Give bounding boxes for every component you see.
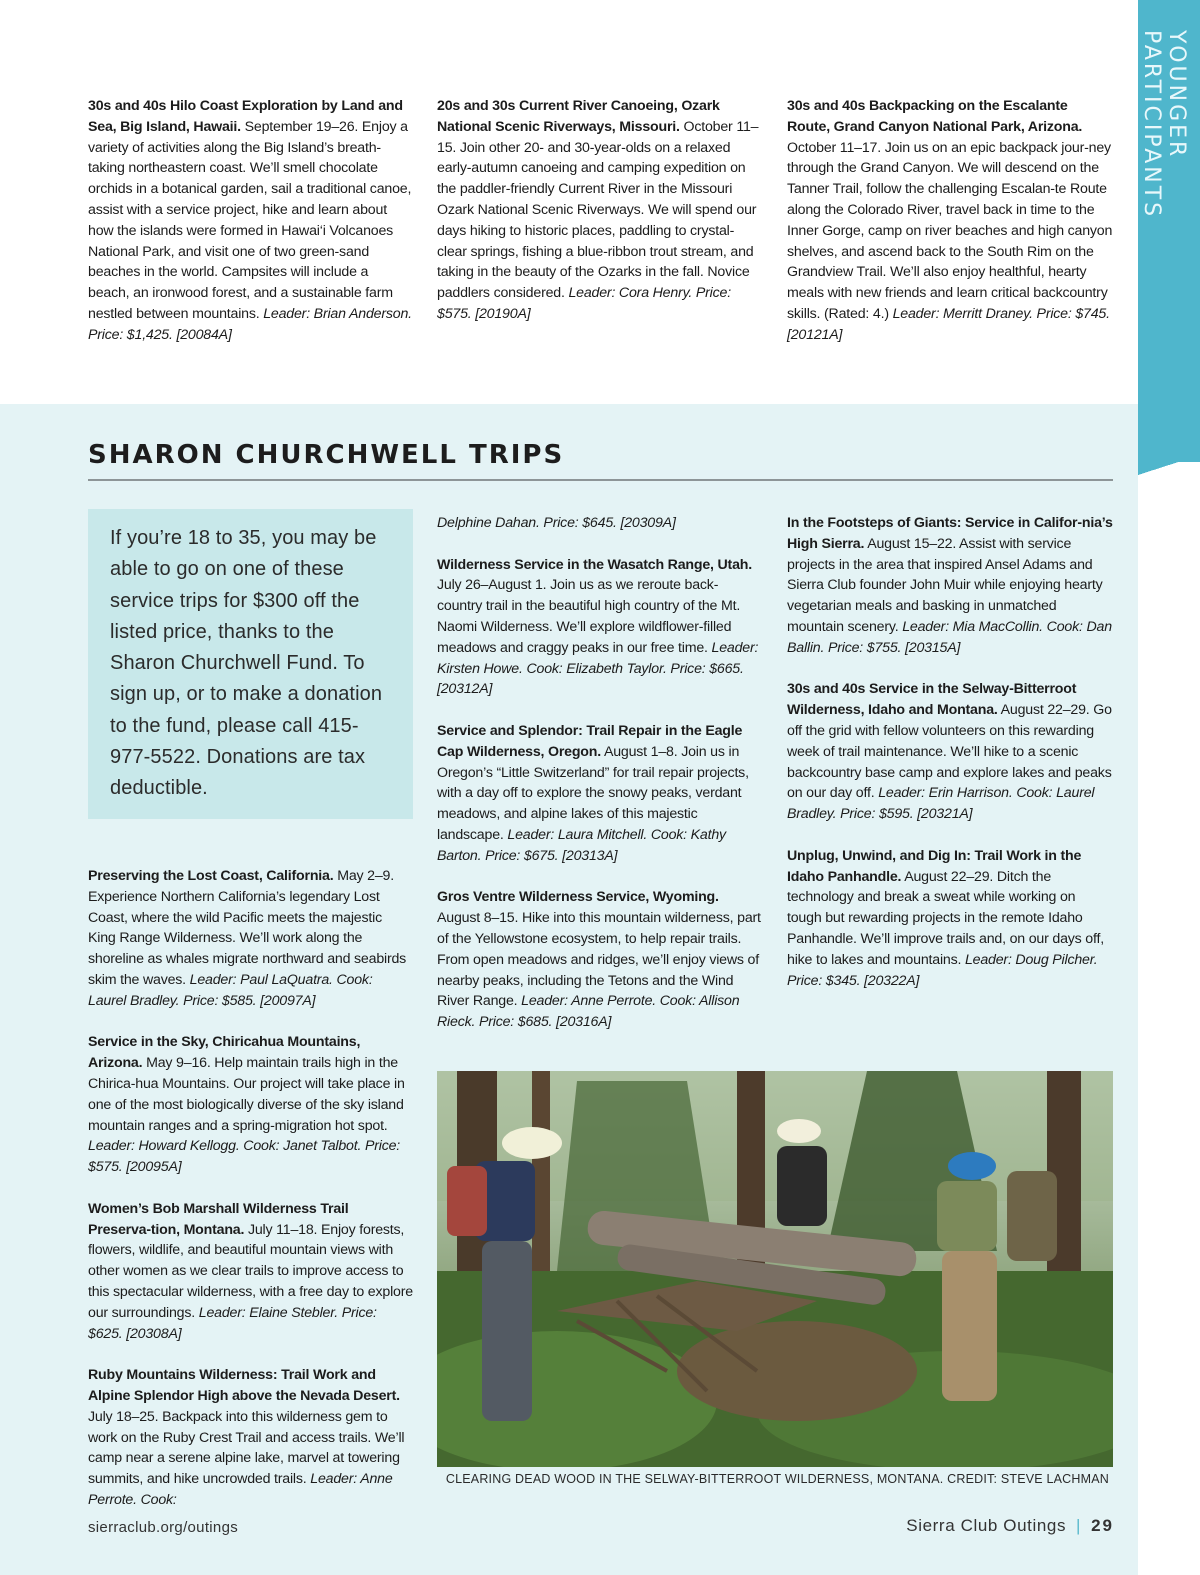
- trip-entry: [88, 1365, 413, 1511]
- trip-credits: Leader: Paul LaQuatra. Cook: Laurel Bradley. Price: $585. [20097A]: [88, 971, 373, 1009]
- trip-credits: Leader: Cora Henry. Price: $575. [20190A]: [437, 285, 731, 322]
- trip-title: In the Footsteps of Giants: Service in Califor-nia’s High Sierra.: [787, 515, 1113, 552]
- side-tab-label: YOUNGER PARTICIPANTS: [1139, 30, 1189, 220]
- publication-name: Sierra Club Outings: [906, 1516, 1067, 1535]
- trip-title: Gros Ventre Wilderness Service, Wyoming.: [437, 889, 719, 906]
- callout-text: If you’re 18 to 35, you may be able to go on one of these service trips for $300 off the listed price, thanks to the Sharon Churchwell Fund. To sign up, or to make a donation to the fund, please call 415-977-5522. Donations are tax deductible.: [110, 527, 383, 800]
- photo-illustration: [437, 1071, 1113, 1467]
- page-number: 29: [1091, 1516, 1114, 1535]
- side-tab-notch: [1138, 455, 1200, 475]
- callout-box: [88, 509, 413, 819]
- trip-description: May 2–9. Experience Northern California’s legendary Lost Coast, where the wild Pacific meets the majestic King Range Wilderness. We’ll work along the shoreline as whales migrate northward and seabirds skim the waves.: [88, 868, 407, 988]
- trip-credits: Leader: Erin Harrison. Cook: Laurel Bradley. Price: $595. [20321A]: [787, 785, 1095, 823]
- trip-entry: [787, 846, 1113, 992]
- trail-crew-photo: [437, 1071, 1113, 1467]
- trip-credits: Leader: Elaine Stebler. Price: $625. [20308A]: [88, 1304, 377, 1342]
- trip-title: Wilderness Service in the Wasatch Range, Utah.: [437, 556, 752, 573]
- trip-entry: [88, 1199, 413, 1345]
- trip-title: 30s and 40s Service in the Selway-Bitterroot Wilderness, Idaho and Montana.: [787, 681, 1077, 719]
- trip-entry: [88, 1032, 413, 1178]
- section-divider: [88, 479, 1113, 481]
- footer-separator: |: [1076, 1516, 1082, 1535]
- trip-credits: Leader: Howard Kellogg. Cook: Janet Talbot. Price: $575. [20095A]: [88, 1138, 401, 1176]
- trip-entry: [437, 96, 762, 325]
- trip-description: July 26–August 1. Join us as we reroute back-country trail in the beautiful high country of the Mt. Naomi Wilderness. We’ll explore wildflower-filled meadows and craggy peaks in our free time.: [437, 577, 741, 656]
- trip-title: 20s and 30s Current River Canoeing, Ozark National Scenic Riverways, Missouri.: [437, 98, 720, 135]
- trip-credits: Leader: Merritt Draney. Price: $745. [20121A]: [787, 305, 1110, 343]
- top-column-1: [88, 96, 413, 346]
- top-column-2: [437, 96, 762, 325]
- trip-title: Service and Splendor: Trail Repair in the Eagle Cap Wilderness, Oregon.: [437, 722, 743, 760]
- trip-entry: [437, 887, 762, 1033]
- trip-continuation: [437, 513, 762, 534]
- trip-credits: Leader: Kirsten Howe. Cook: Elizabeth Taylor. Price: $665. [20312A]: [437, 639, 759, 698]
- trip-description: July 18–25. Backpack into this wilderness gem to work on the Ruby Crest Trail and access trails. We’ll camp near a serene alpine lake, marvel at towering summits, and hike uncrowded trails.: [88, 1408, 405, 1488]
- trip-credits: Leader: Laura Mitchell. Cook: Kathy Barton. Price: $675. [20313A]: [437, 826, 726, 864]
- footer-url[interactable]: sierraclub.org/outings: [88, 1519, 239, 1536]
- trip-description: August 1–8. Join us in Oregon’s “Little Switzerland” for trail repair projects, with a day off to explore the snowy peaks, verdant meadows, and alpine lakes of this majestic landscape.: [437, 743, 749, 843]
- top-column-3: [787, 96, 1113, 346]
- column-1: [88, 866, 413, 1511]
- trip-entry: [787, 96, 1113, 346]
- trip-description: October 11–17. Join us on an epic backpack jour-ney through the Grand Canyon. We will descend on the Tanner Trail, follow the challenging Escalan-te Route along the Colorado River, travel back in time to the Inner Gorge, camp on river beaches and high canyon shelves, and ascend back to the South Rim on the Grandview Trail. We’ll also enjoy healthful, hearty meals with new friends and learn critical backcountry skills. (Rated: 4.): [787, 139, 1113, 322]
- trip-title: Preserving the Lost Coast, California.: [88, 868, 334, 884]
- trip-description: October 11–15. Join other 20- and 30-year-olds on a relaxed early-autumn canoeing and camping expedition on the paddler-friendly Current River in the Missouri Ozark National Scenic Riverways. We will spend our days hiking to historic places, paddling to crystal-clear springs, fishing a blue-ribbon trout stream, and taking in the beauty of the Ozarks in the fall. Novice paddlers considered.: [437, 118, 759, 302]
- column-3: [787, 513, 1113, 991]
- trip-credits: Leader: Anne Perrote. Cook:: [88, 1471, 393, 1508]
- trip-credits: Delphine Dahan. Price: $645. [20309A]: [437, 515, 676, 531]
- trip-entry: [437, 555, 762, 701]
- column-2: [437, 513, 762, 1033]
- trip-title: Unplug, Unwind, and Dig In: Trail Work in the Idaho Panhandle.: [787, 847, 1082, 885]
- trip-description: August 22–29. Ditch the technology and break a sweat while working on tough but rewarding projects in the remote Idaho Panhandle. We’ll improve trails and, on our days off, hike to lakes and mountains.: [787, 868, 1104, 968]
- trip-description: August 22–29. Go off the grid with fellow volunteers on this rewarding week of trail maintenance. We’ll hike to a scenic backcountry base camp and explore lakes and peaks on our day off.: [787, 702, 1112, 802]
- trip-title: Service in the Sky, Chiricahua Mountains, Arizona.: [88, 1034, 361, 1072]
- trip-credits: Leader: Brian Anderson. Price: $1,425. [20084A]: [88, 305, 412, 343]
- trip-credits: Leader: Anne Perrote. Cook: Allison Rieck. Price: $685. [20316A]: [437, 993, 740, 1031]
- trip-entry: [88, 96, 413, 346]
- trip-title: Ruby Mountains Wilderness: Trail Work and Alpine Splendor High above the Nevada Desert.: [88, 1367, 400, 1404]
- trip-description: August 15–22. Assist with service projects in the area that inspired Ansel Adams and Sierra Club founder John Muir while enjoying hearty vegetarian meals and basking in unmatched mountain scenery.: [787, 535, 1103, 635]
- trip-description: September 19–26. Enjoy a variety of activities along the Big Island’s breath-taking northeastern coast. We’ll smell chocolate orchids in a botanical garden, sail a traditional canoe, assist with a service project, hike and learn about how the islands were formed in Hawai‘i Volcanoes National Park, and visit one of two green-sand beaches in the world. Campsites will include a beach, an ironwood forest, and a sustainable farm nestled between mountains.: [88, 118, 412, 322]
- trip-entry: [437, 721, 762, 867]
- footer-publication: [906, 1516, 1114, 1536]
- trip-title: Women’s Bob Marshall Wilderness Trail Preserva-tion, Montana.: [88, 1200, 349, 1238]
- trip-description: May 9–16. Help maintain trails high in the Chirica-hua Mountains. Our project will take place in one of the most biologically diverse of the sky island mountain ranges and a spring-migration hot spot.: [88, 1055, 405, 1134]
- trip-credits: Leader: Mia MacCollin. Cook: Dan Ballin. Price: $755. [20315A]: [787, 618, 1112, 656]
- trip-title: 30s and 40s Hilo Coast Exploration by Land and Sea, Big Island, Hawaii.: [88, 98, 403, 135]
- photo-caption: CLEARING DEAD WOOD IN THE SELWAY-BITTERROOT WILDERNESS, MONTANA. CREDIT: STEVE LACHMAN: [445, 1472, 1109, 1486]
- trip-entry: [787, 513, 1113, 659]
- trip-description: August 8–15. Hike into this mountain wilderness, part of the Yellowstone ecosystem, to help repair trails. From open meadows and ridges, we’ll enjoy views of nearby peaks, including the Tetons and the Wind River Range.: [437, 910, 761, 1010]
- trip-credits: Leader: Doug Pilcher. Price: $345. [20322A]: [787, 951, 1098, 989]
- trip-title: 30s and 40s Backpacking on the Escalante Route, Grand Canyon National Park, Arizona.: [787, 98, 1083, 135]
- section-title: SHARON CHURCHWELL TRIPS: [88, 440, 565, 470]
- trip-entry: [88, 866, 413, 1012]
- trip-description: July 11–18. Enjoy forests, flowers, wildlife, and beautiful mountain views with other women as we clear trails to improve access to this spectacular wilderness, with a free day to explore our surroundings.: [88, 1221, 413, 1321]
- trip-entry: [787, 679, 1113, 825]
